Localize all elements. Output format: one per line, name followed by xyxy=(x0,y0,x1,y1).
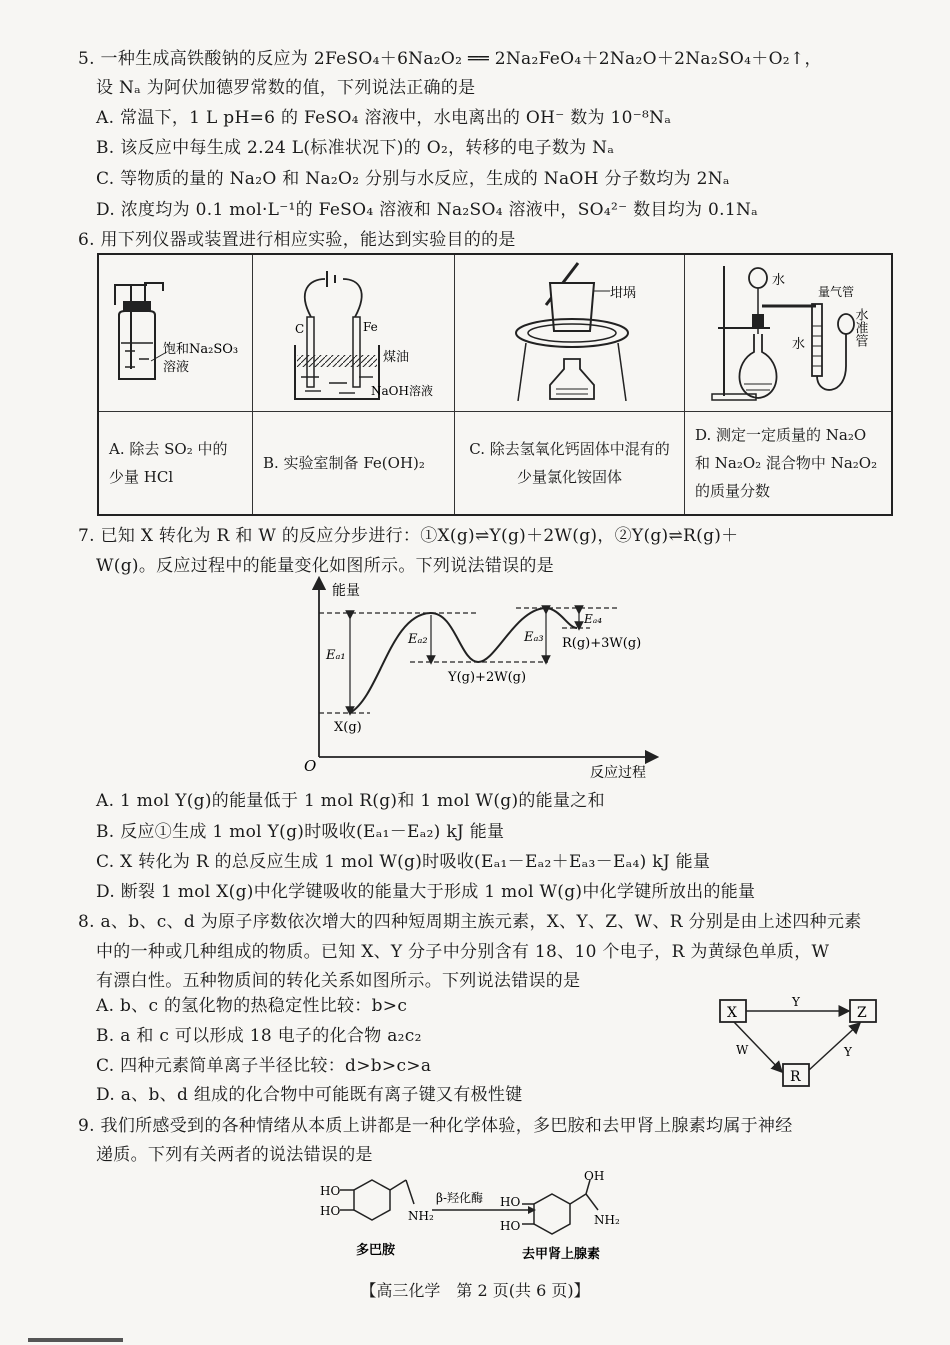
dopamine-nh2: NH₂ xyxy=(408,1209,434,1223)
q5-option-d: D. 浓度均为 0.1 mol·L⁻¹的 FeSO₄ 溶液和 Na₂SO₄ 溶液中，SO₄²⁻ 数目均为 0.1Nₐ xyxy=(96,200,758,220)
scan-artifact xyxy=(28,1338,123,1342)
q8-transformation-diagram xyxy=(710,990,890,1090)
x-state-label: X(g) xyxy=(334,720,362,735)
y-axis-label: 能量 xyxy=(332,583,360,599)
label-gas-burette: 量气管 xyxy=(818,285,855,299)
q6-apparatus-table xyxy=(97,253,893,516)
label-water-top: 水 xyxy=(772,273,786,288)
node-z: Z xyxy=(857,1005,867,1021)
label-leveling-tube: 水准管 xyxy=(852,308,868,347)
q5-option-c: C. 等物质的量的 Na₂O 和 Na₂O₂ 分别与水反应，生成的 NaOH 分子数均为 2Nₐ xyxy=(96,169,730,189)
y-state-label: Y(g)+2W(g) xyxy=(448,670,527,685)
q8-option-b: B. a 和 c 可以形成 18 电子的化合物 a₂c₂ xyxy=(96,1026,422,1046)
q5-stem-line1: 5. 一种生成高铁酸钠的反应为 2FeSO₄＋6Na₂O₂ ══ 2Na₂FeO₄＋2Na₂O＋2Na₂SO₄＋O₂↑， xyxy=(78,49,822,69)
norepinephrine-ho-top: HO xyxy=(500,1195,521,1209)
norepinephrine-name: 去甲肾上腺素 xyxy=(522,1247,601,1262)
label-crucible: 坩埚 xyxy=(609,286,636,301)
energy-curve xyxy=(350,608,577,713)
apparatus-b xyxy=(253,254,455,412)
q9-stem-line2: 递质。下列有关两者的说法错误的是 xyxy=(96,1145,373,1165)
crucible-heating-icon xyxy=(460,261,680,401)
energy-profile-diagram xyxy=(290,575,670,785)
edge-label-x-z: Y xyxy=(792,995,800,1009)
page-footer: 【高三化学 第 2 页(共 6 页)】 xyxy=(360,1281,590,1300)
enzyme-label: β-羟化酶 xyxy=(436,1191,483,1205)
x-axis-label: 反应过程 xyxy=(590,765,646,781)
apparatus-d xyxy=(685,254,893,412)
norepinephrine-nh2: NH₂ xyxy=(594,1213,620,1227)
q8-stem-line3: 有漂白性。五种物质间的转化关系如图所示。下列说法错误的是 xyxy=(96,971,581,991)
node-r: R xyxy=(790,1069,801,1085)
electrolysis-cell-icon xyxy=(259,261,449,401)
q7-option-c: C. X 转化为 R 的总反应生成 1 mol W(g)时吸收(Eₐ₁－Eₐ₂＋Eₐ₃－Eₐ₄) kJ 能量 xyxy=(96,852,711,872)
dopamine-name: 多巴胺 xyxy=(356,1243,396,1258)
q8-option-d: D. a、b、d 组成的化合物中可能既有离子键又有极性键 xyxy=(96,1085,523,1105)
caption-c: C. 除去氢氧化钙固体中混有的少量氯化铵固体 xyxy=(455,412,685,516)
q7-stem-line1: 7. 已知 X 转化为 R 和 W 的反应分步进行：①X(g)⇌Y(g)＋2W(g)，②Y(g)⇌R(g)＋ xyxy=(78,526,739,546)
label-saturated-solution: 饱和Na₂SO₃ xyxy=(162,342,238,357)
q8-option-a: A. b、c 的氢化物的热稳定性比较：b>c xyxy=(96,996,408,1016)
node-x: X xyxy=(727,1005,737,1021)
norepinephrine-oh: OH xyxy=(584,1169,605,1183)
q7-option-d: D. 断裂 1 mol X(g)中化学键吸收的能量大于形成 1 mol W(g)中化学键所放出的能量 xyxy=(96,882,756,902)
caption-a: A. 除去 SO₂ 中的少量 HCl xyxy=(98,412,253,516)
dopamine-ho-top: HO xyxy=(320,1184,341,1198)
q5-stem-line2: 设 Nₐ 为阿伏加德罗常数的值，下列说法正确的是 xyxy=(96,78,476,98)
label-solution: 溶液 xyxy=(162,360,189,375)
q8-stem-line1: 8. a、b、c、d 为原子序数依次增大的四种短周期主族元素，X、Y、Z、W、R 分别是由上述四种元素 xyxy=(78,912,862,932)
q7-option-a: A. 1 mol Y(g)的能量低于 1 mol R(g)和 1 mol W(g)的能量之和 xyxy=(96,791,605,811)
q9-stem-line1: 9. 我们所感受到的各种情绪从本质上讲都是一种化学体验，多巴胺和去甲肾上腺素均属于神经 xyxy=(78,1116,793,1136)
caption-d: D. 测定一定质量的 Na₂O 和 Na₂O₂ 混合物中 Na₂O₂ 的质量分数 xyxy=(685,412,893,516)
origin-label: O xyxy=(304,757,317,775)
q6-stem: 6. 用下列仪器或装置进行相应实验，能达到实验目的的是 xyxy=(78,230,516,250)
dopamine-ho-bottom: HO xyxy=(320,1204,341,1218)
edge-label-x-r: W xyxy=(736,1043,749,1057)
edge-label-r-z: Y xyxy=(844,1045,852,1059)
label-naoh-solution: NaOH溶液 xyxy=(370,384,433,398)
ea1-label: Eₐ₁ xyxy=(326,648,346,663)
apparatus-c xyxy=(455,254,685,412)
apparatus-a xyxy=(98,254,253,412)
ea2-label: Eₐ₂ xyxy=(408,632,428,647)
q8-option-c: C. 四种元素简单离子半径比较：d>b>c>a xyxy=(96,1056,432,1076)
label-carbon-electrode: C xyxy=(294,322,304,336)
q7-option-b: B. 反应①生成 1 mol Y(g)时吸收(Eₐ₁－Eₐ₂) kJ 能量 xyxy=(96,822,505,842)
r-state-label: R(g)+3W(g) xyxy=(562,636,642,651)
label-iron-electrode: Fe xyxy=(362,320,378,334)
caption-b: B. 实验室制备 Fe(OH)₂ xyxy=(253,412,455,516)
dopamine-reaction-scheme xyxy=(310,1168,640,1268)
q8-stem-line2: 中的一种或几种组成的物质。已知 X、Y 分子中分别含有 18、10 个电子，R 为黄绿色单质，W xyxy=(96,942,830,962)
gas-measurement-apparatus-icon xyxy=(688,256,888,406)
q7-stem-line2: W(g)。反应过程中的能量变化如图所示。下列说法错误的是 xyxy=(96,556,555,576)
norepinephrine-ho-bottom: HO xyxy=(500,1219,521,1233)
q5-option-a: A. 常温下，1 L pH=6 的 FeSO₄ 溶液中，水电离出的 OH⁻ 数为 10⁻⁸Nₐ xyxy=(96,108,672,128)
ea3-label: Eₐ₃ xyxy=(524,630,544,645)
ea4-label: Eₐ₄ xyxy=(584,612,603,626)
label-water-side: 水 xyxy=(792,337,806,352)
q5-option-b: B. 该反应中每生成 2.24 L(标准状况下)的 O₂，转移的电子数为 Nₐ xyxy=(96,138,615,158)
label-kerosene: 煤油 xyxy=(382,350,409,365)
gas-washing-bottle-icon xyxy=(101,261,251,401)
